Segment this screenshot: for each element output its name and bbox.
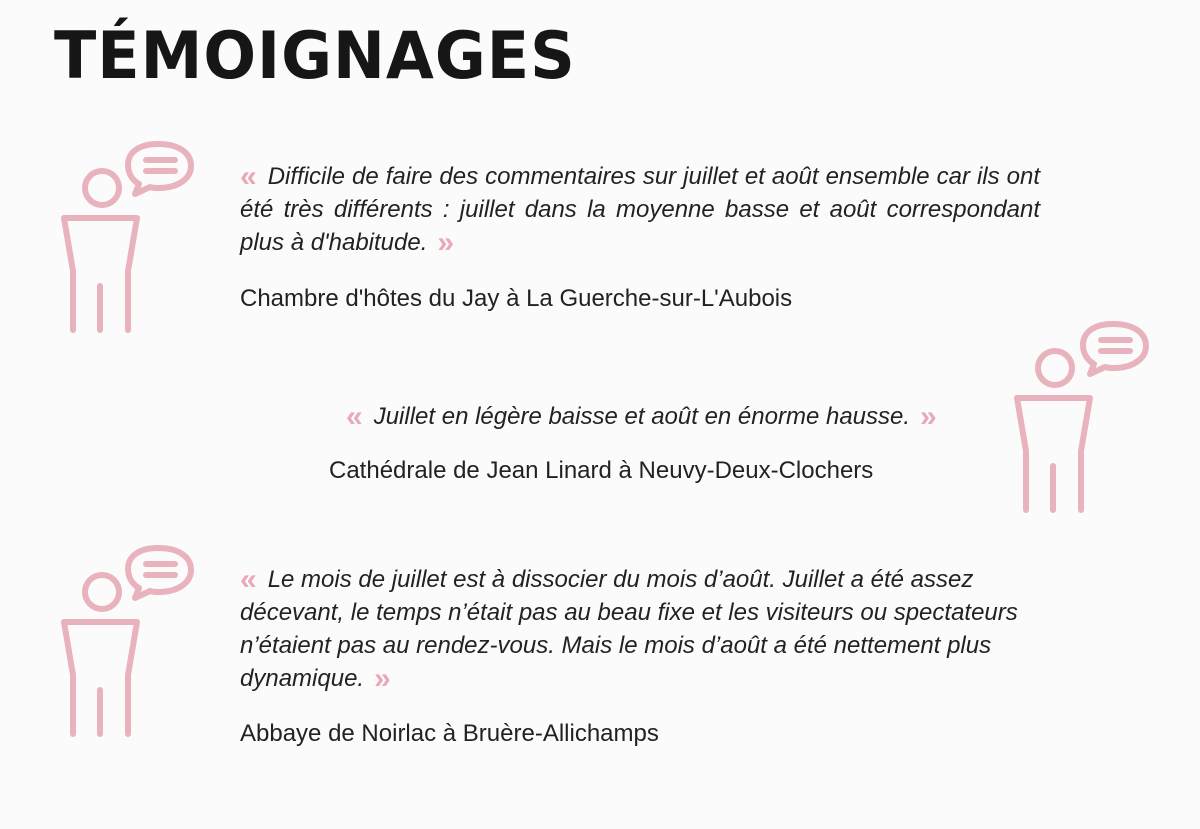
quote-text: Le mois de juillet est à dissocier du mois d’août. Juillet a été assez décevant, le temps n’était pas au beau fixe et les visiteurs ou spectateurs n’étaient pas au rendez-vous. Mais le mois d’août a été nettement plus dynamique. bbox=[240, 566, 1018, 692]
testimonial-source: Cathédrale de Jean Linard à Neuvy-Deux-Clochers bbox=[329, 457, 874, 484]
page-title: TÉMOIGNAGES bbox=[54, 17, 576, 94]
open-quote-mark: « bbox=[346, 400, 360, 433]
testimonial-source: Chambre d'hôtes du Jay à La Guerche-sur-L'Aubois bbox=[240, 285, 793, 312]
testimonial-quote bbox=[240, 563, 1040, 695]
person-speech-icon bbox=[58, 542, 198, 737]
testimonial-quote bbox=[240, 160, 1040, 259]
testimonial-source: Abbaye de Noirlac à Bruère-Allichamps bbox=[240, 720, 659, 747]
quote-text: Difficile de faire des commentaires sur juillet et août ensemble car ils ont été très différents : juillet dans la moyenne basse et août correspondant plus à d'habitude. bbox=[240, 163, 1040, 256]
testimonial-quote bbox=[346, 400, 986, 433]
close-quote-mark: » bbox=[920, 400, 934, 433]
open-quote-mark: « bbox=[240, 563, 254, 596]
close-quote-mark: » bbox=[437, 226, 452, 259]
person-speech-icon bbox=[1008, 318, 1158, 513]
quote-text: Juillet en légère baisse et août en énorme hausse. bbox=[373, 403, 911, 430]
open-quote-mark: « bbox=[240, 160, 254, 193]
close-quote-mark: » bbox=[374, 662, 388, 695]
person-speech-icon bbox=[58, 138, 198, 333]
